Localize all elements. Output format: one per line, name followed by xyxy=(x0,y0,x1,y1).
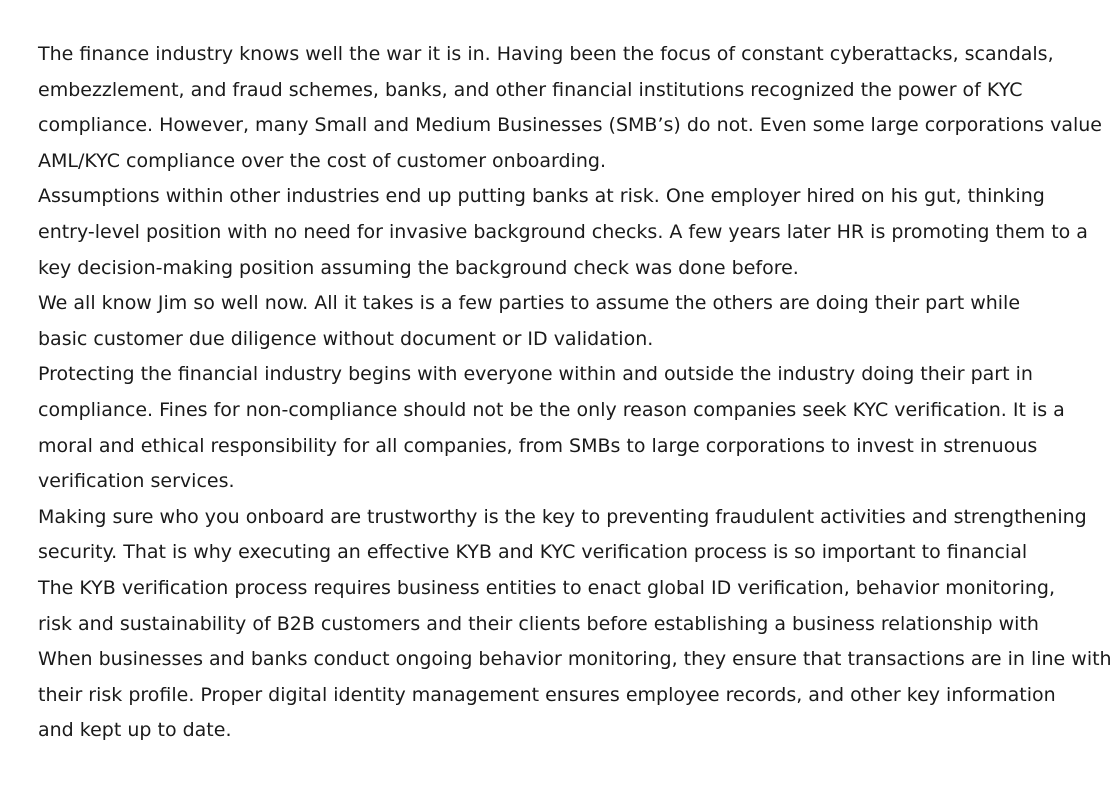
text-line: We all know Jim so well now. All it takes is a few parties to assume the others are doing their part while xyxy=(38,292,1021,315)
text-line: The finance industry knows well the war it is in. Having been the focus of constant cyberattacks, scandals, xyxy=(38,43,1054,65)
text-line: basic customer due diligence without document or ID validation. xyxy=(38,327,654,350)
text-line: and kept up to date. xyxy=(38,719,232,742)
paragraph-kyb-verification xyxy=(38,500,1112,749)
article-body xyxy=(38,37,1112,749)
paragraph-jim-example xyxy=(38,286,1021,357)
text-line: entry-level position with no need for invasive background checks. A few years later HR is promoting them to a xyxy=(38,220,1088,243)
text-line: key decision-making position assuming the background check was done before. xyxy=(38,256,799,279)
paragraph-industry-assumptions xyxy=(38,179,1088,286)
text-line: verification services. xyxy=(38,470,235,493)
text-line: security. That is why executing an effective KYB and KYC verification process is so important to financial xyxy=(38,541,1028,564)
text-line: AML/KYC compliance over the cost of customer onboarding. xyxy=(38,149,606,172)
text-line: compliance. However, many Small and Medium Businesses (SMB’s) do not. Even some large corporations value xyxy=(38,114,1102,137)
paragraph-kyc-compliance xyxy=(38,37,1102,179)
paragraph-protecting-industry xyxy=(38,357,1065,499)
text-line: moral and ethical responsibility for all companies, from SMBs to large corporations to invest in strenuous xyxy=(38,434,1038,457)
text-line: Assumptions within other industries end up putting banks at risk. One employer hired on his gut, thinking xyxy=(38,185,1045,208)
text-line: their risk profile. Proper digital identity management ensures employee records, and other key information xyxy=(38,683,1056,706)
text-line: Making sure who you onboard are trustworthy is the key to preventing fraudulent activities and strengthening xyxy=(38,505,1087,528)
text-line: Protecting the financial industry begins with everyone within and outside the industry doing their part in xyxy=(38,363,1033,386)
text-line: risk and sustainability of B2B customers and their clients before establishing a business relationship with xyxy=(38,612,1039,635)
text-line: The KYB verification process requires business entities to enact global ID verification, behavior monitoring, xyxy=(38,576,1055,599)
text-line: compliance. Fines for non-compliance should not be the only reason companies seek KYC verification. It is a xyxy=(38,398,1065,421)
text-line: embezzlement, and fraud schemes, banks, and other financial institutions recognized the power of KYC xyxy=(38,78,1023,101)
text-line: When businesses and banks conduct ongoing behavior monitoring, they ensure that transactions are in line with xyxy=(38,648,1112,671)
